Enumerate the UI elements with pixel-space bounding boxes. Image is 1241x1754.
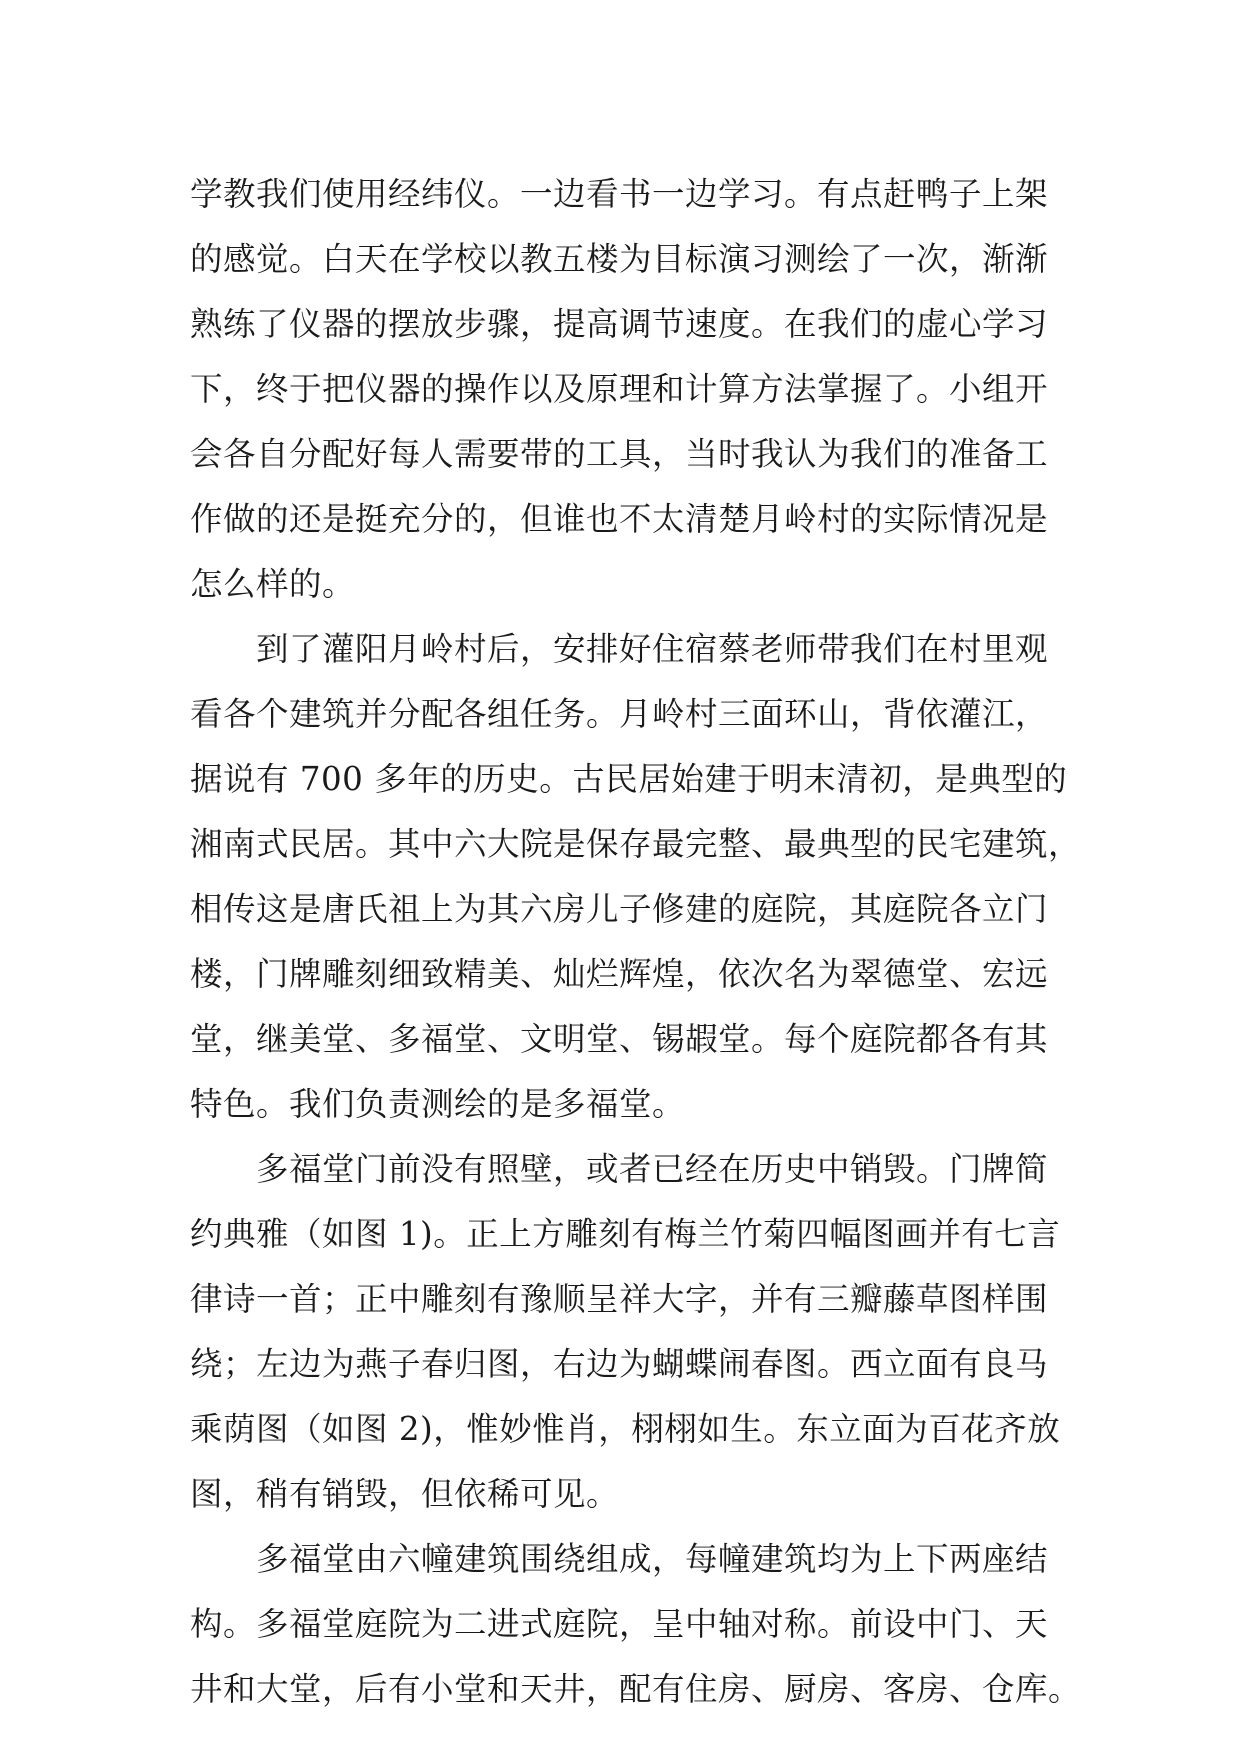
text-line: 堂，继美堂、多福堂、文明堂、锡嘏堂。每个庭院都各有其 — [190, 1020, 1049, 1058]
text-line: 的感觉。白天在学校以教五楼为目标演习测绘了一次，渐渐 — [190, 240, 1049, 278]
body-text — [190, 162, 1082, 1722]
text-line: 会各自分配好每人需要带的工具，当时我认为我们的准备工 — [190, 435, 1049, 473]
text-line: 湘南式民居。其中六大院是保存最完整、最典型的民宅建筑， — [190, 825, 1082, 863]
text-line: 井和大堂，后有小堂和天井，配有住房、厨房、客房、仓库。 — [190, 1670, 1082, 1708]
text-line: 约典雅（如图 1)。正上方雕刻有梅兰竹菊四幅图画并有七言 — [190, 1215, 1061, 1253]
text-line: 律诗一首；正中雕刻有豫顺呈祥大字，并有三瓣藤草图样围 — [190, 1280, 1049, 1318]
text-line: 相传这是唐氏祖上为其六房儿子修建的庭院，其庭院各立门 — [190, 890, 1049, 928]
text-line: 构。多福堂庭院为二进式庭院，呈中轴对称。前设中门、天 — [190, 1605, 1049, 1643]
text-line: 到了灌阳月岭村后，安排好住宿蔡老师带我们在村里观 — [256, 630, 1049, 668]
text-line: 绕；左边为燕子春归图，右边为蝴蝶闹春图。西立面有良马 — [190, 1345, 1049, 1383]
text-line: 学教我们使用经纬仪。一边看书一边学习。有点赶鸭子上架 — [190, 175, 1049, 213]
text-line: 乘荫图（如图 2)，惟妙惟肖，栩栩如生。东立面为百花齐放 — [190, 1410, 1061, 1448]
text-line: 多福堂门前没有照壁，或者已经在历史中销毁。门牌简 — [256, 1150, 1049, 1188]
text-line: 图，稍有销毁，但依稀可见。 — [190, 1475, 620, 1513]
text-line: 多福堂由六幢建筑围绕组成，每幢建筑均为上下两座结 — [256, 1540, 1049, 1578]
text-line: 作做的还是挺充分的，但谁也不太清楚月岭村的实际情况是 — [190, 500, 1049, 538]
text-line: 据说有 700 多年的历史。古民居始建于明末清初，是典型的 — [190, 760, 1068, 798]
text-line: 楼，门牌雕刻细致精美、灿烂辉煌，依次名为翠德堂、宏远 — [190, 955, 1049, 993]
text-line: 特色。我们负责测绘的是多福堂。 — [190, 1085, 686, 1123]
text-line: 看各个建筑并分配各组任务。月岭村三面环山，背依灌江， — [190, 695, 1049, 733]
text-line: 熟练了仪器的摆放步骤，提高调节速度。在我们的虚心学习 — [190, 305, 1049, 343]
text-line: 下，终于把仪器的操作以及原理和计算方法掌握了。小组开 — [190, 370, 1049, 408]
text-line: 怎么样的。 — [190, 565, 356, 603]
